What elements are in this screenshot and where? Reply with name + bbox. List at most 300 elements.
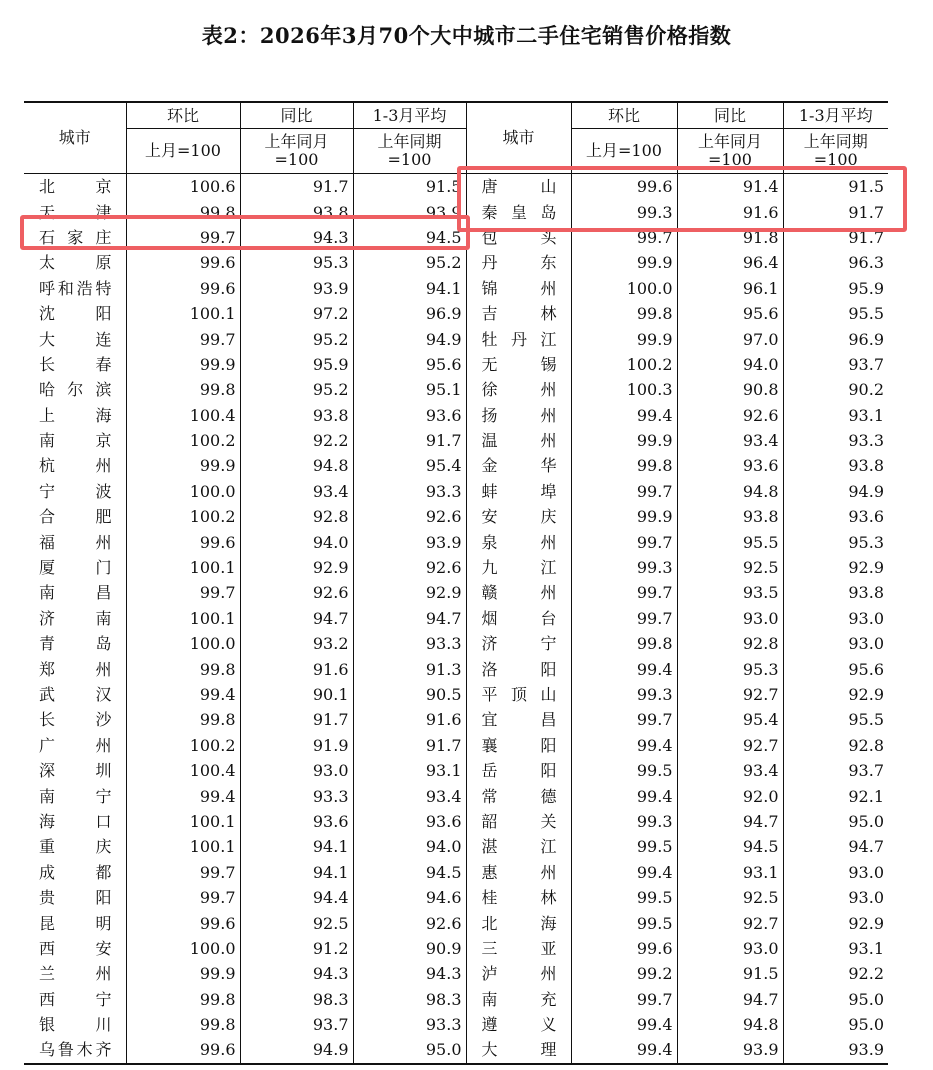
city-name-left: 广州 <box>39 735 112 755</box>
mom-index-left: 100.2 <box>126 428 240 453</box>
mom-index-left: 100.1 <box>126 834 240 859</box>
city-name-right: 烟台 <box>466 606 571 631</box>
city-name-right: 蚌埠 <box>466 479 571 504</box>
table-row <box>24 301 888 326</box>
yoy-index-left: 90.1 <box>240 682 353 707</box>
avg-index-right: 92.1 <box>783 783 888 808</box>
mom-index-left: 99.8 <box>126 707 240 732</box>
avg-index-right: 95.0 <box>783 987 888 1012</box>
table-row <box>24 580 888 605</box>
yoy-index-right: 92.8 <box>677 631 783 656</box>
mom-index-left: 99.7 <box>126 860 240 885</box>
mom-index-left: 99.7 <box>126 225 240 250</box>
city-name-left: 宁波 <box>39 481 112 501</box>
city-name-left: 武汉 <box>39 685 112 704</box>
mom-index-right: 99.6 <box>571 936 677 961</box>
yoy-index-left: 94.9 <box>240 1037 353 1063</box>
table-row <box>24 783 888 808</box>
mom-index-left: 99.7 <box>126 326 240 351</box>
table-row <box>24 352 888 377</box>
avg-index-right: 93.3 <box>783 428 888 453</box>
mom-index-right: 99.9 <box>571 504 677 529</box>
city-name-left: 福州 <box>39 532 112 552</box>
yoy-index-right: 96.4 <box>677 250 783 275</box>
avg-index-right: 92.9 <box>783 555 888 580</box>
mom-index-right: 99.4 <box>571 656 677 681</box>
avg-index-right: 92.8 <box>783 733 888 758</box>
avg-index-left: 92.9 <box>353 580 466 605</box>
avg-index-left: 94.3 <box>353 961 466 986</box>
table-row <box>24 504 888 529</box>
yoy-index-right: 94.0 <box>677 352 783 377</box>
yoy-index-left: 91.2 <box>240 936 353 961</box>
yoy-index-left: 93.6 <box>240 809 353 834</box>
yoy-index-right: 93.1 <box>677 860 783 885</box>
table-row <box>24 555 888 580</box>
avg-index-left: 91.7 <box>353 733 466 758</box>
yoy-index-left: 91.7 <box>240 174 353 200</box>
yoy-index-right: 91.6 <box>677 199 783 224</box>
mom-index-left: 100.6 <box>126 174 240 200</box>
avg-index-left: 93.9 <box>353 529 466 554</box>
city-name-left: 乌鲁木齐 <box>24 1037 126 1063</box>
avg-index-left: 95.4 <box>353 453 466 478</box>
mom-index-left: 100.2 <box>126 733 240 758</box>
mom-index-right: 99.3 <box>571 555 677 580</box>
table-row <box>24 936 888 961</box>
yoy-index-left: 93.0 <box>240 758 353 783</box>
mom-index-right: 100.3 <box>571 377 677 402</box>
yoy-index-left: 97.2 <box>240 301 353 326</box>
city-name-left: 沈阳 <box>39 304 112 324</box>
yoy-index-left: 93.7 <box>240 1012 353 1037</box>
table-title: 表2：2026年3月70个大中城市二手住宅销售价格指数 <box>201 23 732 48</box>
yoy-index-left: 93.8 <box>240 199 353 224</box>
mom-index-left: 99.6 <box>126 250 240 275</box>
city-name-right: 包头 <box>466 225 571 250</box>
city-name-right: 平顶山 <box>466 682 571 707</box>
city-name-left: 郑州 <box>39 659 112 679</box>
table-row <box>24 656 888 681</box>
avg-index-right: 92.2 <box>783 961 888 986</box>
avg-index-left: 94.1 <box>353 276 466 301</box>
yoy-index-left: 91.7 <box>240 707 353 732</box>
city-name-left: 太原 <box>39 253 112 273</box>
city-name-left: 海口 <box>39 811 112 831</box>
header-avg-right: 1-3月平均 <box>783 102 888 129</box>
table-row <box>24 834 888 859</box>
avg-index-left: 92.6 <box>353 504 466 529</box>
yoy-index-left: 94.0 <box>240 529 353 554</box>
mom-index-left: 100.1 <box>126 301 240 326</box>
yoy-index-left: 93.4 <box>240 479 353 504</box>
avg-index-right: 93.6 <box>783 504 888 529</box>
city-name-right: 赣州 <box>466 580 571 605</box>
city-name-left: 哈尔滨 <box>39 380 112 400</box>
avg-index-left: 93.6 <box>353 809 466 834</box>
mom-index-right: 99.3 <box>571 199 677 224</box>
mom-index-left: 100.1 <box>126 809 240 834</box>
header-yoy-base-left: 上年同月 =100 <box>240 129 353 174</box>
avg-index-right: 95.9 <box>783 276 888 301</box>
avg-index-left: 91.3 <box>353 656 466 681</box>
city-name-right: 北海 <box>466 910 571 935</box>
city-name-right: 湛江 <box>466 834 571 859</box>
yoy-index-right: 92.7 <box>677 733 783 758</box>
table-row <box>24 529 888 554</box>
city-name-left: 青岛 <box>39 634 112 654</box>
mom-index-right: 99.7 <box>571 580 677 605</box>
table-row <box>24 1012 888 1037</box>
city-name-right: 丹东 <box>466 250 571 275</box>
mom-index-left: 100.4 <box>126 758 240 783</box>
yoy-index-right: 93.0 <box>677 606 783 631</box>
city-name-left: 长沙 <box>39 710 112 730</box>
avg-index-left: 93.3 <box>353 479 466 504</box>
mom-index-right: 99.5 <box>571 910 677 935</box>
avg-index-left: 93.9 <box>353 199 466 224</box>
highlight-box-shijiazhuang <box>20 215 470 250</box>
avg-index-left: 98.3 <box>353 987 466 1012</box>
yoy-index-right: 97.0 <box>677 326 783 351</box>
avg-index-left: 95.6 <box>353 352 466 377</box>
table-header <box>24 102 888 174</box>
mom-index-left: 99.6 <box>126 1037 240 1063</box>
city-name-right: 桂林 <box>466 885 571 910</box>
mom-index-left: 99.4 <box>126 682 240 707</box>
highlight-box-tangshan-qinhuangdao <box>457 166 907 232</box>
mom-index-right: 99.7 <box>571 606 677 631</box>
avg-index-left: 95.0 <box>353 1037 466 1063</box>
city-name-right: 济宁 <box>466 631 571 656</box>
avg-index-right: 93.0 <box>783 631 888 656</box>
avg-index-left: 93.1 <box>353 758 466 783</box>
mom-index-right: 100.0 <box>571 276 677 301</box>
mom-index-right: 99.4 <box>571 403 677 428</box>
city-name-right: 宜昌 <box>466 707 571 732</box>
yoy-index-left: 95.2 <box>240 377 353 402</box>
city-name-right: 常德 <box>466 783 571 808</box>
mom-index-left: 99.8 <box>126 377 240 402</box>
avg-index-right: 94.9 <box>783 479 888 504</box>
header-avg-base-right: 上年同期 =100 <box>783 129 888 174</box>
yoy-index-right: 92.5 <box>677 885 783 910</box>
yoy-index-right: 93.0 <box>677 936 783 961</box>
yoy-index-right: 93.4 <box>677 428 783 453</box>
city-name-left: 天津 <box>39 202 112 222</box>
city-name-left: 南宁 <box>39 786 112 806</box>
mom-index-left: 100.0 <box>126 631 240 656</box>
avg-index-right: 95.5 <box>783 301 888 326</box>
table-row <box>24 682 888 707</box>
avg-index-right: 90.2 <box>783 377 888 402</box>
city-name-right: 唐山 <box>466 174 571 200</box>
yoy-index-right: 94.8 <box>677 479 783 504</box>
header-mom-base-right: 上月=100 <box>571 129 677 174</box>
table-row <box>24 961 888 986</box>
avg-index-left: 95.1 <box>353 377 466 402</box>
yoy-index-left: 94.1 <box>240 834 353 859</box>
avg-index-left: 92.6 <box>353 555 466 580</box>
yoy-index-right: 92.7 <box>677 682 783 707</box>
city-name-left: 西安 <box>39 938 112 958</box>
city-name-right: 三亚 <box>466 936 571 961</box>
avg-index-left: 94.7 <box>353 606 466 631</box>
table-row <box>24 276 888 301</box>
table-row <box>24 479 888 504</box>
mom-index-left: 100.0 <box>126 479 240 504</box>
yoy-index-right: 93.9 <box>677 1037 783 1063</box>
table-row <box>24 606 888 631</box>
table-row <box>24 403 888 428</box>
city-name-right: 金华 <box>466 453 571 478</box>
mom-index-right: 99.4 <box>571 733 677 758</box>
yoy-index-right: 95.3 <box>677 656 783 681</box>
header-avg-left: 1-3月平均 <box>353 102 466 129</box>
city-name-right: 惠州 <box>466 860 571 885</box>
city-name-right: 襄阳 <box>466 733 571 758</box>
city-name-left: 重庆 <box>39 837 112 857</box>
mom-index-right: 99.3 <box>571 682 677 707</box>
city-name-right: 锦州 <box>466 276 571 301</box>
mom-index-left: 100.4 <box>126 403 240 428</box>
city-name-right: 遵义 <box>466 1012 571 1037</box>
mom-index-left: 99.7 <box>126 580 240 605</box>
yoy-index-left: 92.5 <box>240 910 353 935</box>
city-name-left: 合肥 <box>39 507 112 527</box>
table-row <box>24 428 888 453</box>
city-name-left: 深圳 <box>39 761 112 781</box>
avg-index-right: 95.6 <box>783 656 888 681</box>
avg-index-right: 93.9 <box>783 1037 888 1063</box>
city-name-right: 九江 <box>466 555 571 580</box>
avg-index-right: 93.0 <box>783 606 888 631</box>
yoy-index-left: 94.7 <box>240 606 353 631</box>
mom-index-left: 99.9 <box>126 453 240 478</box>
yoy-index-left: 92.9 <box>240 555 353 580</box>
city-name-left: 南京 <box>39 431 112 451</box>
mom-index-left: 99.9 <box>126 961 240 986</box>
mom-index-right: 99.4 <box>571 783 677 808</box>
avg-index-right: 93.7 <box>783 758 888 783</box>
header-mom-right: 环比 <box>571 102 677 129</box>
city-name-left: 成都 <box>39 862 112 882</box>
city-name-left: 贵阳 <box>39 888 112 908</box>
avg-index-right: 95.5 <box>783 707 888 732</box>
mom-index-right: 99.4 <box>571 1012 677 1037</box>
mom-index-right: 99.8 <box>571 301 677 326</box>
table-row <box>24 860 888 885</box>
yoy-index-right: 95.6 <box>677 301 783 326</box>
avg-index-right: 91.7 <box>783 199 888 224</box>
city-name-left: 南昌 <box>39 583 112 603</box>
city-name-right: 温州 <box>466 428 571 453</box>
city-name-left: 上海 <box>39 405 112 425</box>
yoy-index-right: 94.5 <box>677 834 783 859</box>
avg-index-left: 94.0 <box>353 834 466 859</box>
yoy-index-right: 93.4 <box>677 758 783 783</box>
mom-index-right: 99.7 <box>571 225 677 250</box>
city-name-right: 秦皇岛 <box>466 199 571 224</box>
yoy-index-right: 94.8 <box>677 1012 783 1037</box>
city-name-left: 厦门 <box>39 558 112 578</box>
avg-index-right: 95.0 <box>783 1012 888 1037</box>
city-name-right: 扬州 <box>466 403 571 428</box>
yoy-index-right: 92.6 <box>677 403 783 428</box>
city-name-right: 南充 <box>466 987 571 1012</box>
city-name-right: 无锡 <box>466 352 571 377</box>
city-name-right: 徐州 <box>466 377 571 402</box>
header-avg-base-left: 上年同期 =100 <box>353 129 466 174</box>
avg-index-left: 94.5 <box>353 225 466 250</box>
avg-index-left: 93.3 <box>353 1012 466 1037</box>
yoy-index-left: 94.8 <box>240 453 353 478</box>
city-name-left: 北京 <box>39 177 112 197</box>
mom-index-right: 100.2 <box>571 352 677 377</box>
avg-index-left: 96.9 <box>353 301 466 326</box>
yoy-index-left: 94.3 <box>240 225 353 250</box>
yoy-index-left: 94.4 <box>240 885 353 910</box>
table-row <box>24 987 888 1012</box>
table-row <box>24 885 888 910</box>
city-name-left: 呼和浩特 <box>39 278 112 298</box>
mom-index-left: 99.8 <box>126 987 240 1012</box>
mom-index-right: 99.7 <box>571 987 677 1012</box>
avg-index-right: 93.8 <box>783 453 888 478</box>
mom-index-left: 100.1 <box>126 606 240 631</box>
yoy-index-right: 92.5 <box>677 555 783 580</box>
mom-index-left: 99.7 <box>126 885 240 910</box>
city-name-right: 牡丹江 <box>466 326 571 351</box>
avg-index-right: 93.1 <box>783 936 888 961</box>
city-name-left: 银川 <box>39 1015 112 1035</box>
city-name-right: 安庆 <box>466 504 571 529</box>
city-name-left: 兰州 <box>39 964 112 984</box>
avg-index-left: 91.6 <box>353 707 466 732</box>
yoy-index-left: 94.1 <box>240 860 353 885</box>
city-name-right: 泸州 <box>466 961 571 986</box>
header-city-right: 城市 <box>466 102 571 174</box>
mom-index-right: 99.7 <box>571 479 677 504</box>
yoy-index-left: 93.8 <box>240 403 353 428</box>
avg-index-right: 93.7 <box>783 352 888 377</box>
city-name-left: 西宁 <box>39 989 112 1009</box>
table-row <box>24 758 888 783</box>
yoy-index-right: 94.7 <box>677 987 783 1012</box>
yoy-index-right: 96.1 <box>677 276 783 301</box>
mom-index-right: 99.4 <box>571 1037 677 1063</box>
avg-index-right: 93.0 <box>783 860 888 885</box>
city-name-right: 大理 <box>466 1037 571 1063</box>
mom-index-right: 99.9 <box>571 326 677 351</box>
city-name-left: 杭州 <box>39 456 112 476</box>
mom-index-left: 100.2 <box>126 504 240 529</box>
avg-index-right: 96.9 <box>783 326 888 351</box>
mom-index-right: 99.8 <box>571 453 677 478</box>
city-name-left: 济南 <box>39 608 112 628</box>
mom-index-left: 99.9 <box>126 352 240 377</box>
table-row <box>24 1037 888 1063</box>
avg-index-right: 91.7 <box>783 225 888 250</box>
mom-index-right: 99.4 <box>571 860 677 885</box>
mom-index-right: 99.7 <box>571 707 677 732</box>
avg-index-left: 95.2 <box>353 250 466 275</box>
table-row <box>24 733 888 758</box>
yoy-index-right: 91.5 <box>677 961 783 986</box>
yoy-index-right: 92.0 <box>677 783 783 808</box>
table-row <box>24 250 888 275</box>
avg-index-right: 92.9 <box>783 910 888 935</box>
yoy-index-right: 94.7 <box>677 809 783 834</box>
header-mom-left: 环比 <box>126 102 240 129</box>
mom-index-right: 99.7 <box>571 529 677 554</box>
table-row <box>24 453 888 478</box>
avg-index-right: 95.0 <box>783 809 888 834</box>
yoy-index-left: 93.9 <box>240 276 353 301</box>
city-name-right: 韶关 <box>466 809 571 834</box>
city-name-right: 洛阳 <box>466 656 571 681</box>
yoy-index-left: 92.6 <box>240 580 353 605</box>
table-row <box>24 809 888 834</box>
mom-index-left: 100.0 <box>126 936 240 961</box>
yoy-index-right: 93.6 <box>677 453 783 478</box>
header-yoy-right: 同比 <box>677 102 783 129</box>
yoy-index-left: 93.3 <box>240 783 353 808</box>
mom-index-right: 99.5 <box>571 758 677 783</box>
yoy-index-left: 95.2 <box>240 326 353 351</box>
header-mom-base-left: 上月=100 <box>126 129 240 174</box>
city-name-right: 岳阳 <box>466 758 571 783</box>
yoy-index-right: 91.4 <box>677 174 783 200</box>
city-name-right: 泉州 <box>466 529 571 554</box>
mom-index-left: 99.8 <box>126 1012 240 1037</box>
mom-index-left: 99.6 <box>126 276 240 301</box>
mom-index-right: 99.9 <box>571 428 677 453</box>
table-row <box>24 910 888 935</box>
mom-index-right: 99.3 <box>571 809 677 834</box>
mom-index-right: 99.5 <box>571 885 677 910</box>
header-city-left: 城市 <box>24 102 126 174</box>
yoy-index-right: 95.4 <box>677 707 783 732</box>
header-yoy-left: 同比 <box>240 102 353 129</box>
avg-index-left: 93.6 <box>353 403 466 428</box>
table-body <box>24 174 888 1064</box>
avg-index-right: 93.8 <box>783 580 888 605</box>
avg-index-right: 94.7 <box>783 834 888 859</box>
mom-index-left: 99.4 <box>126 783 240 808</box>
mom-index-left: 100.1 <box>126 555 240 580</box>
avg-index-right: 93.0 <box>783 885 888 910</box>
avg-index-left: 91.7 <box>353 428 466 453</box>
avg-index-right: 91.5 <box>783 174 888 200</box>
mom-index-right: 99.6 <box>571 174 677 200</box>
avg-index-left: 93.4 <box>353 783 466 808</box>
yoy-index-left: 98.3 <box>240 987 353 1012</box>
table-row <box>24 707 888 732</box>
yoy-index-right: 90.8 <box>677 377 783 402</box>
mom-index-right: 99.5 <box>571 834 677 859</box>
mom-index-left: 99.8 <box>126 199 240 224</box>
avg-index-right: 96.3 <box>783 250 888 275</box>
table-row <box>24 377 888 402</box>
mom-index-right: 99.9 <box>571 250 677 275</box>
yoy-index-right: 93.5 <box>677 580 783 605</box>
city-name-left: 大连 <box>39 329 112 349</box>
avg-index-left: 90.5 <box>353 682 466 707</box>
avg-index-left: 94.5 <box>353 860 466 885</box>
yoy-index-left: 94.3 <box>240 961 353 986</box>
avg-index-right: 93.1 <box>783 403 888 428</box>
